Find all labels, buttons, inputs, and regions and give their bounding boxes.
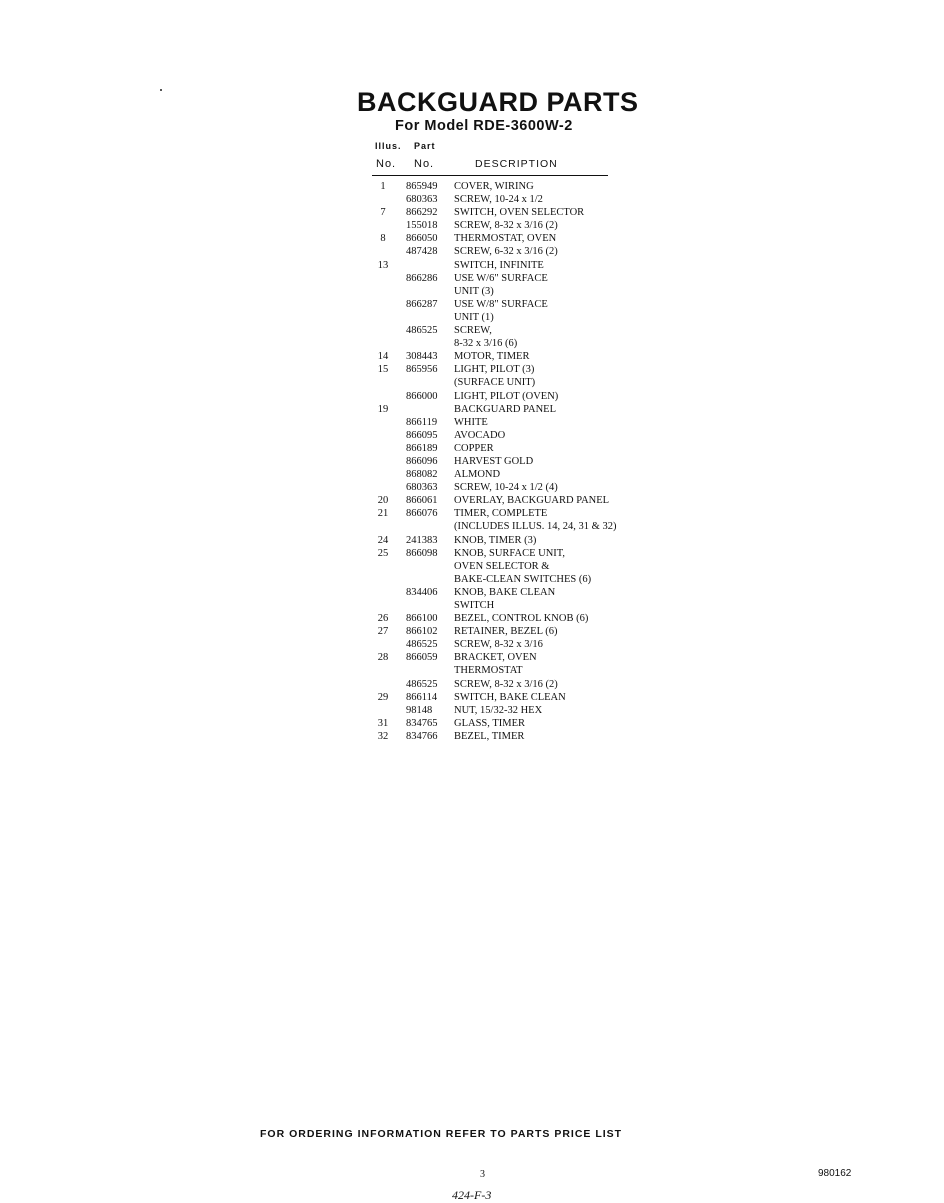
parts-row [372,363,672,376]
illus-number: 24 [377,534,389,546]
parts-row [372,245,672,258]
parts-row [372,586,672,599]
illus-number: 14 [377,351,389,363]
parts-row [372,429,672,442]
part-description: KNOB, TIMER (3) [454,534,537,546]
parts-row [372,717,672,730]
part-number: 866114 [406,691,438,703]
illus-number: 13 [377,259,389,271]
part-description: TIMER, COMPLETE [454,508,548,520]
parts-row [372,285,672,298]
part-number: 680363 [406,482,438,494]
part-number: 486525 [406,639,438,651]
part-description: ALMOND [454,469,501,481]
part-description: SCREW, 8-32 x 3/16 (2) [454,220,558,232]
illus-number: 15 [377,364,389,376]
part-number: 866095 [406,429,438,441]
part-description: THERMOSTAT [454,665,523,677]
part-number: 866059 [406,652,438,664]
column-header-illus-top: Illus. [375,141,402,151]
parts-row [372,442,672,455]
part-description: UNIT (3) [454,285,494,297]
part-number: 834765 [406,717,438,729]
parts-row [372,691,672,704]
column-header-part-top: Part [414,141,436,151]
parts-row [372,219,672,232]
part-description: SCREW, 8-32 x 3/16 [454,639,543,651]
column-header-illus-no: No. [376,158,397,170]
part-description: USE W/8" SURFACE [454,298,548,310]
illus-number: 31 [377,717,389,729]
illus-number: 21 [377,508,389,520]
part-number: 155018 [406,220,438,232]
part-description: LIGHT, PILOT (OVEN) [454,390,559,402]
parts-row [372,651,672,664]
page-title: BACKGUARD PARTS [357,87,639,117]
part-number: 866096 [406,455,438,467]
part-number: 866000 [406,390,438,402]
header-rule [372,175,608,176]
part-description: SCREW, 10-24 x 1/2 (4) [454,482,558,494]
parts-row [372,560,672,573]
part-description: LIGHT, PILOT (3) [454,364,535,376]
part-description: SCREW, 10-24 x 1/2 [454,194,543,206]
part-description: COVER, WIRING [454,181,534,192]
part-description: BEZEL, TIMER [454,730,525,742]
part-description: BEZEL, CONTROL KNOB (6) [454,613,589,625]
parts-row [372,455,672,468]
parts-row [372,599,672,612]
illus-number: 32 [377,730,389,742]
column-header-description: DESCRIPTION [475,158,558,170]
part-description: UNIT (1) [454,311,494,323]
parts-row [372,416,672,429]
parts-row [372,193,672,206]
ordering-footer: FOR ORDERING INFORMATION REFER TO PARTS PRICE LIST [260,1128,623,1140]
document-number: 980162 [818,1168,852,1179]
part-description: USE W/6" SURFACE [454,272,548,284]
part-number: 866098 [406,547,438,559]
part-description: THERMOSTAT, OVEN [454,233,557,245]
model-subtitle: For Model RDE-3600W-2 [395,118,573,134]
illus-number: 1 [380,181,386,192]
part-description: RETAINER, BEZEL (6) [454,626,558,638]
illus-number: 27 [377,626,389,638]
part-number: 834766 [406,730,438,742]
part-number: 680363 [406,194,438,206]
part-number: 868082 [406,469,438,481]
part-number: 866189 [406,442,438,454]
part-number: 866076 [406,508,438,520]
parts-row [372,481,672,494]
part-number: 486525 [406,678,438,690]
parts-row [372,704,672,717]
parts-row [372,311,672,324]
part-description: BRACKET, OVEN [454,652,537,664]
illus-number: 7 [380,207,386,219]
part-description: (INCLUDES ILLUS. 14, 24, 31 & 32) [454,521,617,533]
parts-row [372,730,672,743]
part-number: 834406 [406,586,438,598]
parts-row [372,272,672,285]
part-number: 865949 [406,181,438,192]
parts-row [372,494,672,507]
illus-number: 28 [377,652,389,664]
part-description: SWITCH, OVEN SELECTOR [454,207,585,219]
part-description: 8-32 x 3/16 (6) [454,338,518,350]
part-description: SCREW, 6-32 x 3/16 (2) [454,246,558,258]
column-header-part-no: No. [414,158,435,170]
scan-speck [160,89,162,91]
part-number: 486525 [406,325,438,337]
part-description: WHITE [454,416,488,428]
part-number: 866102 [406,626,438,638]
part-description: SWITCH [454,600,495,611]
parts-row [372,664,672,677]
part-number: 866061 [406,495,438,507]
part-description: AVOCADO [454,429,506,441]
part-description: COPPER [454,442,494,454]
part-description: SWITCH, INFINITE [454,259,544,271]
part-description: BACKGUARD PANEL [454,403,557,415]
part-number: 866100 [406,613,438,625]
part-description: GLASS, TIMER [454,717,525,729]
illus-number: 8 [380,233,386,245]
part-description: MOTOR, TIMER [454,351,530,363]
part-number: 241383 [406,534,438,546]
parts-row [372,625,672,638]
parts-row [372,337,672,350]
parts-row [372,350,672,363]
illus-number: 29 [377,691,389,703]
part-description: NUT, 15/32-32 HEX [454,704,543,716]
parts-row [372,468,672,481]
part-number: 866286 [406,272,438,284]
parts-row [372,403,672,416]
parts-row [372,547,672,560]
illus-number: 20 [377,495,389,507]
part-number: 487428 [406,246,438,258]
part-description: SCREW, [454,325,492,337]
parts-row [372,390,672,403]
parts-row [372,180,672,193]
illus-number: 25 [377,547,389,559]
part-description: KNOB, SURFACE UNIT, [454,547,566,559]
parts-row [372,206,672,219]
part-description: SWITCH, BAKE CLEAN [454,691,566,703]
part-number: 866050 [406,233,438,245]
parts-row [372,638,672,651]
part-description: BAKE-CLEAN SWITCHES (6) [454,573,592,585]
part-number: 866287 [406,298,438,310]
parts-row [372,259,672,272]
part-description: (SURFACE UNIT) [454,377,536,389]
part-number: 866119 [406,416,438,428]
parts-row [372,298,672,311]
parts-row [372,324,672,337]
part-number: 308443 [406,351,438,363]
parts-row [372,376,672,389]
parts-list [372,180,672,743]
parts-row [372,520,672,533]
part-description: KNOB, BAKE CLEAN [454,586,556,598]
parts-row [372,678,672,691]
part-number: 865956 [406,364,438,376]
part-number: 98148 [406,704,433,716]
parts-row [372,573,672,586]
parts-row [372,612,672,625]
part-description: SCREW, 8-32 x 3/16 (2) [454,678,558,690]
part-description: HARVEST GOLD [454,455,534,467]
handwritten-note: 424-F-3 [452,1188,492,1202]
part-description: OVERLAY, BACKGUARD PANEL [454,495,610,507]
illus-number: 26 [377,613,389,625]
parts-row [372,507,672,520]
part-number: 866292 [406,207,438,219]
illus-number: 19 [377,403,389,415]
page-number: 3 [480,1169,485,1180]
parts-row [372,534,672,547]
part-description: OVEN SELECTOR & [454,560,550,572]
parts-row [372,232,672,245]
